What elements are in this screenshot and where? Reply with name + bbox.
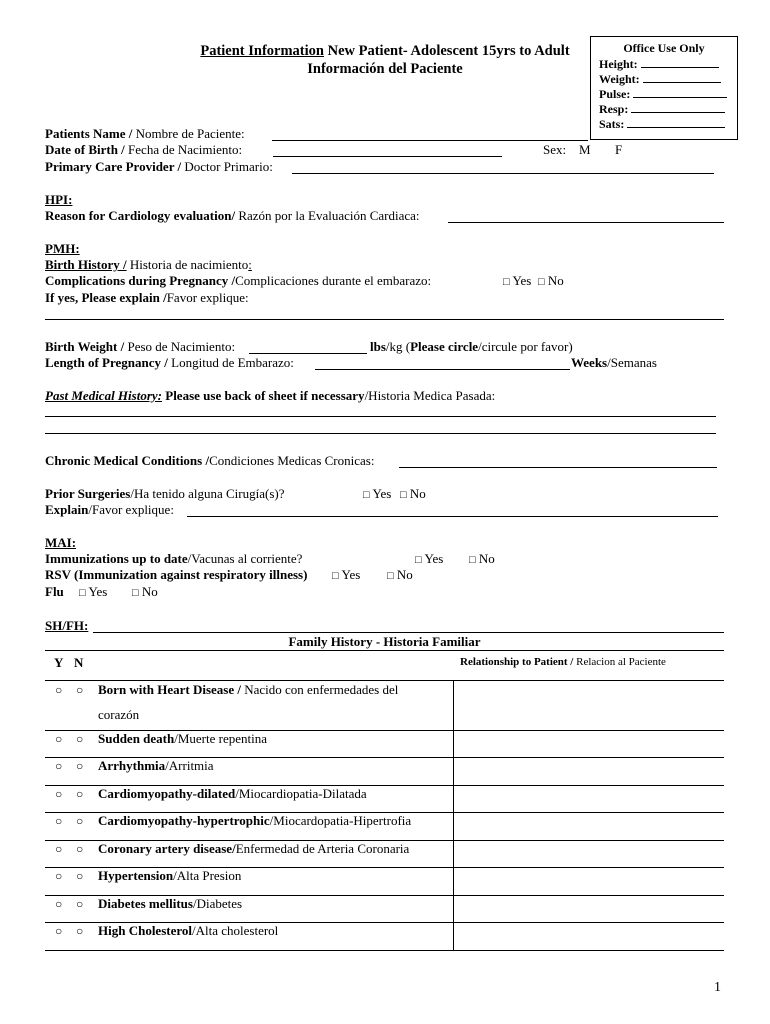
family-history-relationship-field[interactable] — [455, 922, 723, 948]
mai-heading: MAI: — [45, 535, 77, 550]
rsv-no-checkbox[interactable]: □ No — [387, 567, 413, 582]
immunizations-label: Immunizations up to date/Vacunas al corriente? — [45, 551, 303, 566]
flu-no-checkbox[interactable]: □ No — [132, 584, 158, 599]
office-weight-label: Weight: — [599, 72, 640, 86]
shfh-heading: SH/FH: — [45, 618, 89, 633]
office-sats-label: Sats: — [599, 117, 625, 131]
sex-label: Sex: — [543, 142, 567, 157]
family-history-condition-label: Hypertension/Alta Presion — [98, 868, 242, 883]
weeks-label: Weeks/Semanas — [571, 355, 657, 370]
office-resp-label: Resp: — [599, 102, 629, 116]
immunizations-yes-checkbox[interactable]: □ Yes — [415, 551, 444, 566]
family-history-no-radio[interactable]: ○ — [76, 842, 84, 856]
surgeries-explain-label: Explain/Favor explique: — [45, 502, 174, 517]
family-history-top-rule — [45, 650, 724, 651]
office-pulse-label: Pulse: — [599, 87, 631, 101]
col-y-header: Y — [54, 655, 64, 670]
family-history-condition-label: High Cholesterol/Alta cholesterol — [98, 923, 279, 938]
family-history-relationship-field[interactable] — [455, 867, 723, 893]
family-history-condition-label-cont: corazón — [98, 707, 140, 722]
office-weight-field[interactable] — [599, 72, 721, 87]
office-resp-field[interactable] — [599, 102, 725, 117]
past-medical-history-line-1[interactable] — [45, 405, 716, 417]
family-history-relationship-field[interactable] — [455, 681, 723, 728]
family-history-condition-label: Arrhythmia/Arritmia — [98, 758, 214, 773]
family-history-yes-radio[interactable]: ○ — [55, 869, 63, 883]
reason-field[interactable] — [448, 211, 724, 223]
relationship-column-divider — [453, 680, 454, 950]
col-n-header: N — [74, 655, 84, 670]
family-history-yes-radio[interactable]: ○ — [55, 759, 63, 773]
sex-option-f[interactable]: F — [615, 142, 623, 157]
pcp-label: Primary Care Provider / Doctor Primario: — [45, 159, 273, 174]
page-number: 1 — [714, 980, 721, 995]
birth-weight-unit: lbs/kg (Please circle/circule por favor) — [370, 339, 573, 354]
pregnancy-length-field[interactable] — [315, 358, 570, 370]
family-history-condition-label: Cardiomyopathy-hypertrophic/Miocardopatia-Hipertrofia — [98, 813, 412, 828]
title-underlined: Patient Information — [200, 43, 324, 59]
chronic-conditions-label: Chronic Medical Conditions /Condiciones Medicas Cronicas: — [45, 453, 375, 468]
family-history-title: Family History - Historia Familiar — [288, 634, 481, 649]
form-title — [170, 43, 600, 60]
family-history-no-radio[interactable]: ○ — [76, 759, 84, 773]
birth-history-label: Birth History / Historia de nacimiento: — [45, 257, 252, 272]
family-history-condition-label: Sudden death/Muerte repentina — [98, 731, 267, 746]
family-history-yes-radio[interactable]: ○ — [55, 924, 63, 938]
family-history-yes-radio[interactable]: ○ — [55, 842, 63, 856]
family-history-no-radio[interactable]: ○ — [76, 897, 84, 911]
immunizations-no-checkbox[interactable]: □ No — [469, 551, 495, 566]
surgeries-yes-checkbox[interactable]: □ Yes — [363, 486, 392, 501]
pmh-heading: PMH: — [45, 241, 80, 256]
flu-yes-checkbox[interactable]: □ Yes — [79, 584, 108, 599]
family-history-condition-label: Coronary artery disease/Enfermedad de Arteria Coronaria — [98, 841, 410, 856]
chronic-conditions-field[interactable] — [399, 456, 717, 468]
family-history-no-radio[interactable]: ○ — [76, 814, 84, 828]
rsv-yes-checkbox[interactable]: □ Yes — [332, 567, 361, 582]
hpi-heading: HPI: — [45, 192, 73, 207]
complications-no-checkbox[interactable]: □ No — [538, 273, 564, 288]
pcp-field[interactable] — [292, 162, 714, 174]
complications-yes-checkbox[interactable]: □ Yes — [503, 273, 532, 288]
surgeries-explain-field[interactable] — [187, 505, 718, 517]
title-rest: New Patient- Adolescent 15yrs to Adult — [323, 43, 570, 59]
family-history-no-radio[interactable]: ○ — [76, 732, 84, 746]
office-use-box — [590, 36, 738, 140]
family-history-relationship-field[interactable] — [455, 812, 723, 838]
family-history-relationship-field[interactable] — [455, 730, 723, 755]
past-medical-history-label: Past Medical History: Please use back of sheet if necessary/Historia Medica Pasada: — [45, 388, 496, 403]
explain-field[interactable] — [45, 308, 724, 320]
relationship-header: Relationship to Patient / Relacion al Paciente — [460, 656, 666, 668]
reason-label: Reason for Cardiology evaluation/ Razón por la Evaluación Cardiaca: — [45, 208, 420, 223]
family-history-relationship-field[interactable] — [455, 757, 723, 783]
family-history-no-radio[interactable]: ○ — [76, 683, 84, 697]
pregnancy-length-label: Length of Pregnancy / Longitud de Embarazo: — [45, 355, 294, 370]
family-history-relationship-field[interactable] — [455, 840, 723, 865]
office-sats-field[interactable] — [599, 117, 725, 132]
birth-weight-label: Birth Weight / Peso de Nacimiento: — [45, 339, 236, 354]
family-history-yes-radio[interactable]: ○ — [55, 683, 63, 697]
family-history-yes-radio[interactable]: ○ — [55, 732, 63, 746]
surgeries-no-checkbox[interactable]: □ No — [400, 486, 426, 501]
shfh-field[interactable] — [93, 621, 724, 633]
family-history-row-rule — [45, 950, 724, 951]
explain-label: If yes, Please explain /Favor explique: — [45, 290, 249, 305]
dob-label: Date of Birth / Fecha de Nacimiento: — [45, 142, 243, 157]
birth-weight-field[interactable] — [249, 342, 367, 354]
complications-label: Complications during Pregnancy /Complicaciones durante el embarazo: — [45, 273, 432, 288]
family-history-yes-radio[interactable]: ○ — [55, 814, 63, 828]
office-use-title: Office Use Only — [623, 41, 705, 55]
flu-label: Flu — [45, 584, 64, 599]
office-height-label: Height: — [599, 57, 638, 71]
family-history-condition-label: Cardiomyopathy-dilated/Miocardiopatia-Dilatada — [98, 786, 367, 801]
patient-name-label: Patients Name / Nombre de Paciente: — [45, 126, 245, 141]
patient-name-field[interactable] — [272, 129, 588, 141]
family-history-relationship-field[interactable] — [455, 785, 723, 810]
rsv-label: RSV (Immunization against respiratory illness) — [45, 567, 308, 582]
past-medical-history-line-2[interactable] — [45, 422, 716, 434]
family-history-yes-radio[interactable]: ○ — [55, 787, 63, 801]
form-subtitle: Información del Paciente — [307, 61, 463, 77]
family-history-condition-label: Born with Heart Disease / Nacido con enfermedades del — [98, 682, 399, 697]
office-pulse-field[interactable] — [599, 87, 727, 102]
family-history-no-radio[interactable]: ○ — [76, 787, 84, 801]
family-history-condition-label: Diabetes mellitus/Diabetes — [98, 896, 243, 911]
family-history-no-radio[interactable]: ○ — [76, 924, 84, 938]
office-height-field[interactable] — [599, 57, 719, 72]
family-history-no-radio[interactable]: ○ — [76, 869, 84, 883]
dob-field[interactable] — [273, 145, 502, 157]
family-history-relationship-field[interactable] — [455, 895, 723, 920]
family-history-yes-radio[interactable]: ○ — [55, 897, 63, 911]
prior-surgeries-label: Prior Surgeries/Ha tenido alguna Cirugía(s)? — [45, 486, 285, 501]
sex-option-m[interactable]: M — [579, 142, 591, 157]
